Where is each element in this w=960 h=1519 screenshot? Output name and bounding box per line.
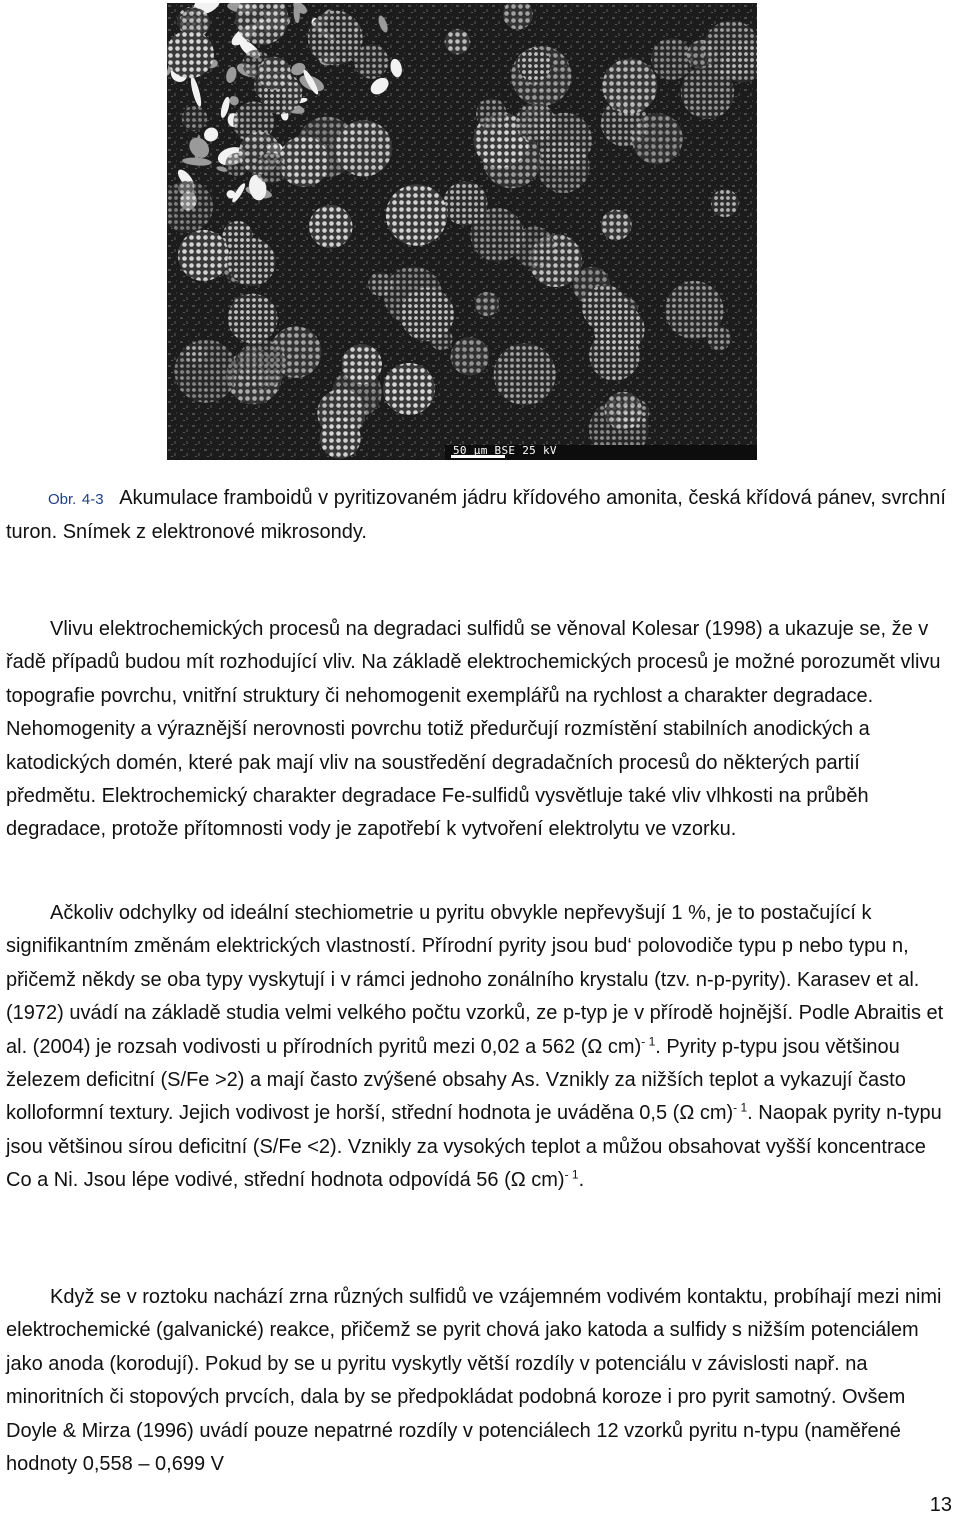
page-number: 13 [929,1494,952,1516]
sem-micrograph [167,3,757,460]
caption-text: Akumulace framboidů v pyritizovaném jádru křídového amonita, česká křídová pánev, svrchní turon. Snímek z elektronové mikrosondy. [6,487,946,543]
caption-label-number: 4-3 [81,491,104,508]
paragraph-1: Vlivu elektrochemických procesů na degradaci sulfidů se věnoval Kolesar (1998) a ukazuje se, že v řadě případů budou mít rozhodující vliv. Na základě elektrochemických procesů je možné porozumět vlivu topografie povrchu, vnitřní struktury či nehomogenit exemplářů na rychlost a charakter degradace. Nehomogenity a výraznější nerovnosti povrchu totiž předurčují rozmístění stabilních anodických a katodických domén, které pak mají vliv na soustředění degradačních procesů do některých partií předmětu. Elektrochemický charakter degradace Fe-sulfidů vysvětluje také vliv vlhkosti na průběh degradace, protože přítomnosti vody je zapotřebí k vytvoření elektrolytu ve vzorku. [6,618,941,841]
paragraph-3: Když se v roztoku nachází zrna různých sulfidů ve vzájemném vodivém kontaktu, probíhají mezi nimi elektrochemické (galvanické) reakce, přičemž se pyrit chová jako katoda a sulfidy s nižším potenciálem jako anoda (korodují). Pokud by se u pyritu vyskytly větší rozdíly v potenciálu v závislosti např. na minoritních či stopových prvcích, dala by se předpokládat podobná koroze i pro pyrit samotný. Ovšem Doyle & Mirza (1996) uvádí pouze nepatrné rozdíly v potenciálech 12 vzorků pyritu n-typu (naměřené hodnoty 0,558 – 0,699 V [6,1286,942,1476]
caption-label-obr: Obr. [48,491,77,508]
scale-label: 50 μm BSE 25 kV [453,444,557,457]
figure-caption [6,482,952,549]
framboid-image [167,3,757,460]
paragraph-2: Ačkoliv odchylky od ideální stechiometrie u pyritu obvykle nepřevyšují 1 %, je to postačující k signifikantním změnám elektrických vlastností. Přírodní pyrity jsou bud‘ polovodiče typu p nebo typu n, přičemž někdy se oba typy vyskytují i v rámci jednoho zonálního krystalu (tzv. n-p-pyrity). Karasev et al. (1972) uvádí na základě studia velmi velkého počtu vzorků, ze p-typ je v přírodě hojnější. Podle Abraitis et al. (2004) je rozsah vodivosti u přírodních pyritů mezi 0,02 a 562 (Ω cm)$^{- 1}$. Pyrity p-typu jsou většinou železem deficitní (S/Fe >2) a mají často zvýšené obsahy As. Vznikly za nižších teplot a vykazují často kolloformní textury. Jejich vodivost je horší, střední hodnota je uváděna 0,5 (Ω cm)$^{- 1}$. Naopak pyrity n-typu jsou většinou sírou deficitní (S/Fe <2). Vznikly za vysokých teplot a můžou obsahovat vyšší koncentrace Co a Ni. Jsou lépe vodivé, střední hodnota odpovídá 56 (Ω cm)$^{- 1}$. [6,902,944,1192]
scale-bar [445,445,757,460]
